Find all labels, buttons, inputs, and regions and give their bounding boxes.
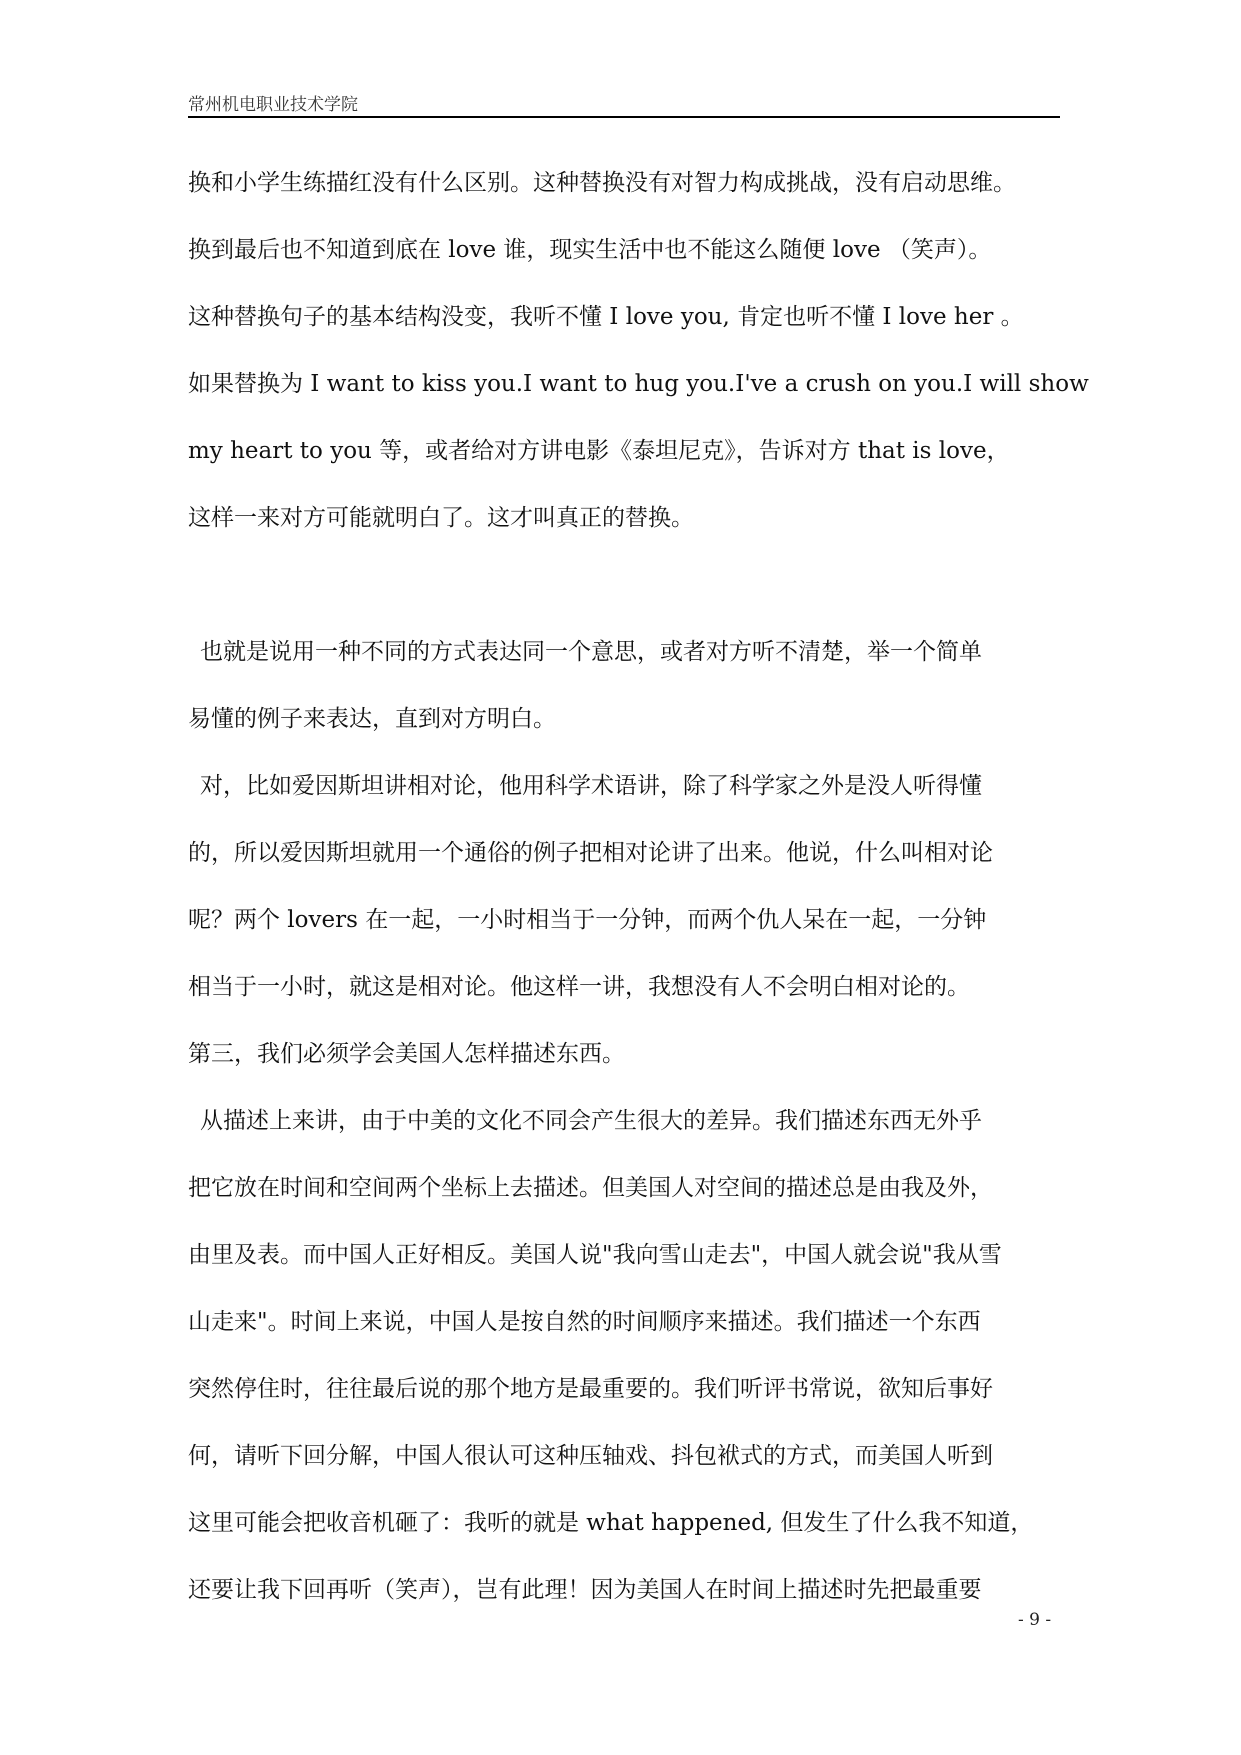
text-line: 易懂的例子来表达，直到对方明白。: [188, 706, 556, 732]
section-heading: 第三，我们必须学会美国人怎样描述东西。: [188, 1041, 625, 1067]
text-line: 也就是说用一种不同的方式表达同一个意思，或者对方听不清楚，举一个简单: [200, 639, 982, 665]
header-title: 常州机电职业技术学院: [188, 95, 358, 115]
text-line: 换和小学生练描红没有什么区别。这种替换没有对智力构成挑战，没有启动思维。: [188, 170, 1016, 196]
text-line: 从描述上来讲，由于中美的文化不同会产生很大的差异。我们描述东西无外乎: [200, 1108, 982, 1134]
text-line: 如果替换为 I want to kiss you.I want to hug you.I've a crush on you.I will show: [188, 371, 1089, 397]
body-text: [188, 160, 1089, 1634]
header-divider: [188, 116, 1060, 118]
text-line: 何，请听下回分解，中国人很认可这种压轴戏、抖包袱式的方式，而美国人听到: [188, 1443, 993, 1469]
text-line: 这种替换句子的基本结构没变，我听不懂 I love you, 肯定也听不懂 I love her 。: [188, 304, 1024, 330]
blank-line: [188, 562, 1060, 629]
text-line: 这里可能会把收音机砸了：我听的就是 what happened, 但发生了什么我不知道，: [188, 1510, 1034, 1536]
text-line: 山走来"。时间上来说，中国人是按自然的时间顺序来描述。我们描述一个东西: [188, 1309, 981, 1335]
text-line: 相当于一小时，就这是相对论。他这样一讲，我想没有人不会明白相对论的。: [188, 974, 970, 1000]
text-line: 由里及表。而中国人正好相反。美国人说"我向雪山走去"，中国人就会说"我从雪: [188, 1242, 1002, 1268]
text-line: 呢？两个 lovers 在一起，一小时相当于一分钟，而两个仇人呆在一起，一分钟: [188, 907, 987, 933]
text-line: 换到最后也不知道到底在 love 谁，现实生活中也不能这么随便 love （笑声）。: [188, 237, 992, 263]
text-line: 的，所以爱因斯坦就用一个通俗的例子把相对论讲了出来。他说，什么叫相对论: [188, 840, 993, 866]
page-number: - 9 -: [1018, 1610, 1052, 1630]
text-line: my heart to you 等，或者给对方讲电影《泰坦尼克》，告诉对方 that is love，: [188, 438, 1010, 464]
text-line: 还要让我下回再听（笑声），岂有此理！因为美国人在时间上描述时先把最重要: [188, 1577, 982, 1603]
text-line: 这样一来对方可能就明白了。这才叫真正的替换。: [188, 505, 694, 531]
text-line: 突然停住时，往往最后说的那个地方是最重要的。我们听评书常说，欲知后事好: [188, 1376, 993, 1402]
text-line: 把它放在时间和空间两个坐标上去描述。但美国人对空间的描述总是由我及外，: [188, 1175, 993, 1201]
page-header: [188, 90, 1060, 114]
text-line: 对，比如爱因斯坦讲相对论，他用科学术语讲，除了科学家之外是没人听得懂: [200, 773, 982, 799]
